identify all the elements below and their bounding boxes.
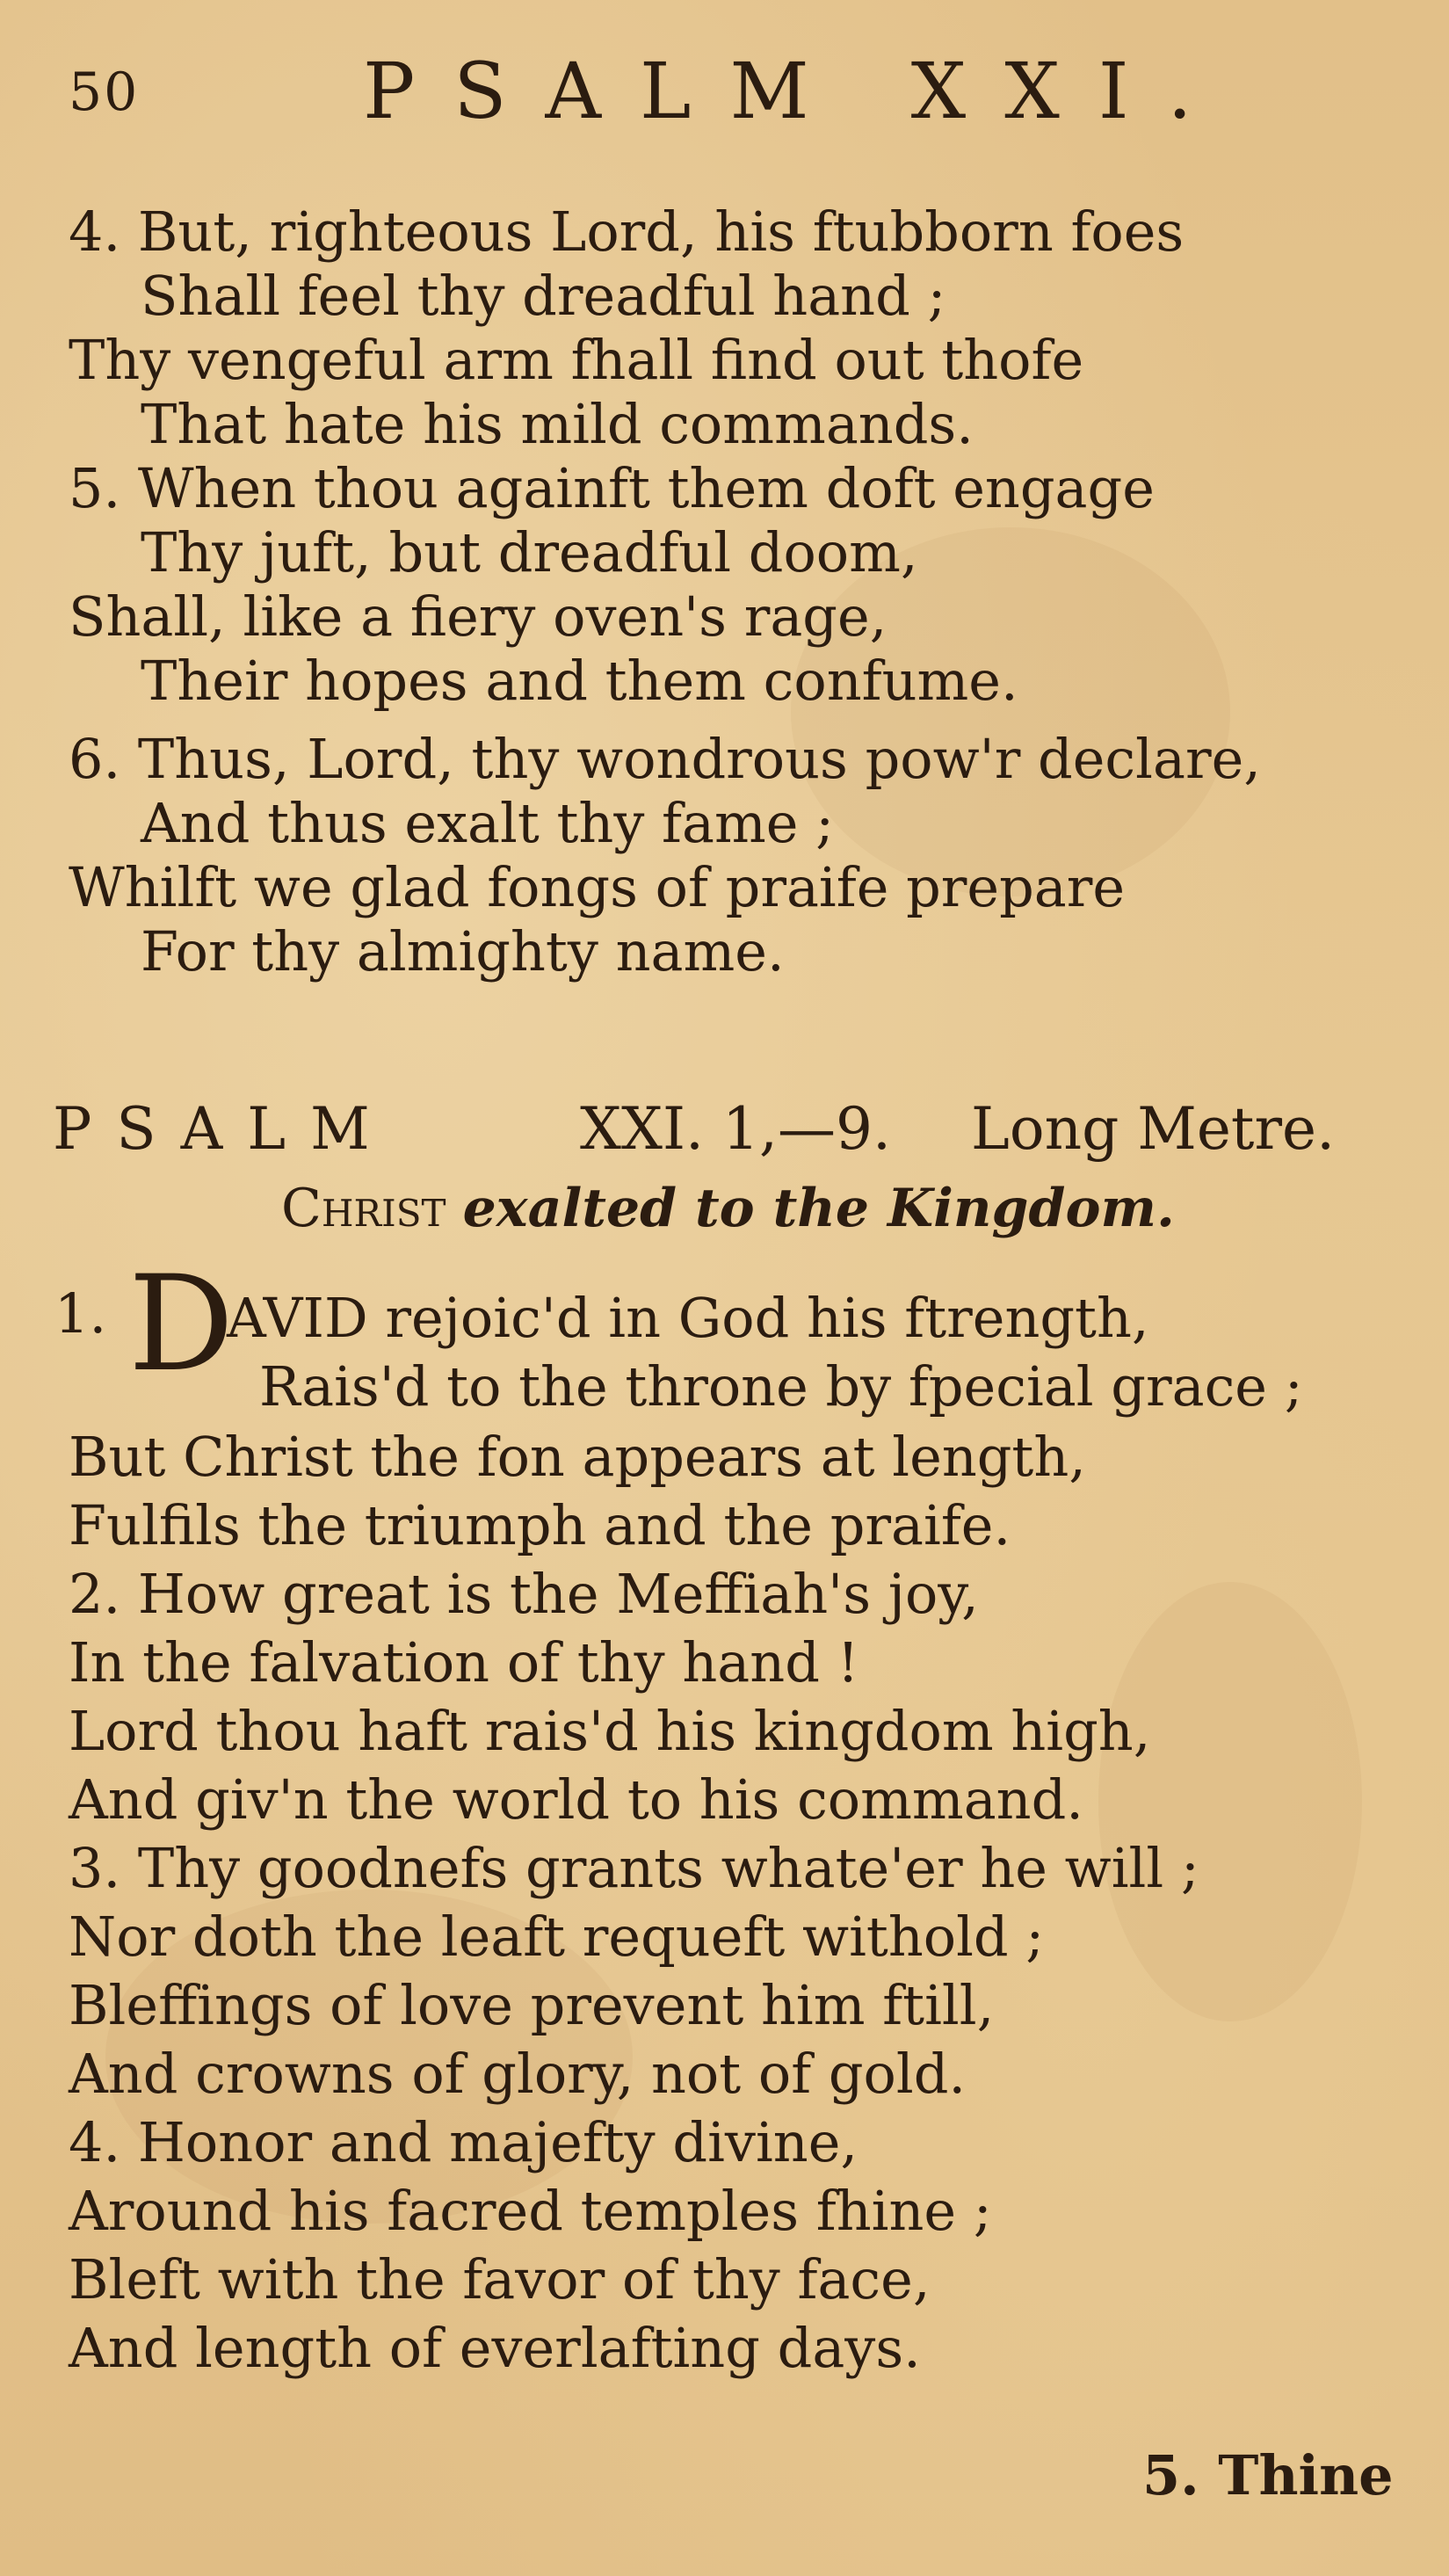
verse-line: 3. Thy goodnefs grants whate'er he will ;	[69, 1836, 1199, 1900]
psalm-title-number: XXI. 1,—9.	[580, 1095, 891, 1163]
verse-line: That hate his mild commands.	[141, 392, 974, 456]
verse-line: Their hopes and them confume.	[141, 649, 1018, 713]
running-head: PSALM XXI.	[363, 46, 1231, 136]
verse-line: Bleft with the favor of thy face,	[69, 2247, 931, 2311]
psalm-title	[53, 1095, 1336, 1163]
psalm-subtitle	[281, 1178, 1175, 1239]
verse-number: 1.	[54, 1281, 107, 1346]
psalm-title-name: PSALM	[53, 1095, 395, 1163]
page-header	[69, 46, 1387, 142]
verse-line: Thy vengeful arm fhall find out thofe	[69, 328, 1084, 392]
verse-line: 5. When thou againft them doft engage	[69, 456, 1155, 520]
verse-line: And length of everlafting days.	[69, 2316, 921, 2380]
subtitle-italic: exalted to the Kingdom.	[462, 1178, 1175, 1239]
verse-line: In the falvation of thy hand !	[69, 1630, 859, 1694]
verse-line: 4. Honor and majefty divine,	[69, 2110, 859, 2174]
drop-cap-letter: D	[128, 1248, 235, 1401]
verse-line: And crowns of glory, not of gold.	[69, 2042, 967, 2106]
verse-line: Nor doth the leaft requeft withold ;	[69, 1905, 1045, 1969]
catchword: 5. Thine	[1142, 2443, 1394, 2507]
verse-line: 2. How great is the Meffiah's joy,	[69, 1562, 979, 1626]
verse-line: Shall feel thy dreadful hand ;	[141, 264, 946, 328]
verse-line: And giv'n the world to his command.	[69, 1767, 1083, 1832]
verse-line: 6. Thus, Lord, thy wondrous pow'r declare,	[69, 727, 1261, 791]
verse-line: Shall, like a fiery oven's rage,	[69, 584, 888, 649]
psalm-title-metre: Long Metre.	[971, 1095, 1336, 1163]
verse-line: But Christ the fon appears at length,	[69, 1425, 1086, 1489]
page-number: 50	[69, 62, 140, 123]
verse-line: Lord thou haft rais'd his kingdom high,	[69, 1699, 1151, 1763]
verse-line: And thus exalt thy fame ;	[141, 791, 835, 855]
verse-line: 4. But, righteous Lord, his ftubborn foes	[69, 200, 1185, 264]
verse-line: Around his facred temples fhine ;	[69, 2179, 992, 2243]
paper-stain	[1098, 1582, 1362, 2021]
verse-line: Thy juft, but dreadful doom,	[141, 520, 918, 584]
verse-line: AVID rejoic'd in God his ftrength,	[227, 1286, 1149, 1350]
subtitle-caps: Christ	[281, 1178, 446, 1239]
verse-line: Fulfils the triumph and the praife.	[69, 1493, 1011, 1557]
verse-line: Rais'd to the throne by fpecial grace ;	[259, 1354, 1303, 1419]
verse-line: Whilft we glad fongs of praife prepare	[69, 855, 1126, 919]
verse-line: Bleffings of love prevent him ftill,	[69, 1973, 995, 2037]
verse-line: For thy almighty name.	[141, 919, 785, 983]
